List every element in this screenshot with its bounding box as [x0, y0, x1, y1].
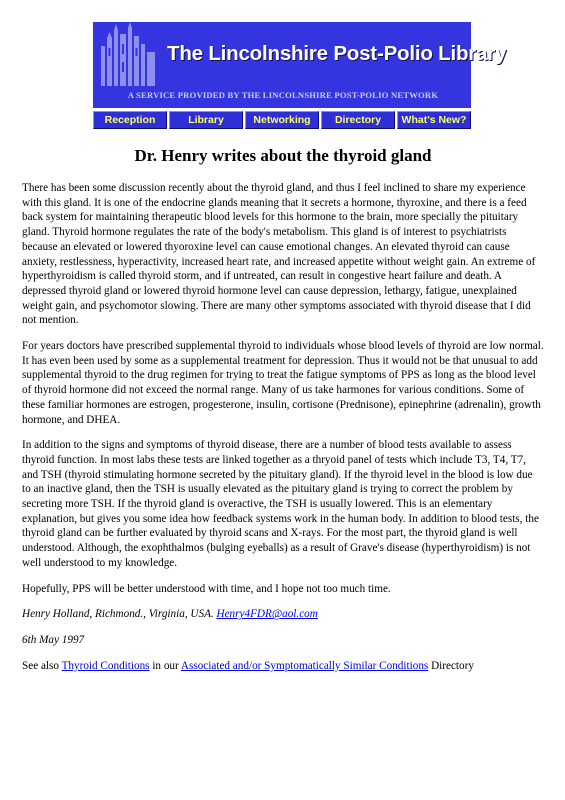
article-paragraph-1: There has been some discussion recently about the thyroid gland, and thus I feel inclined to share my experience with this gland. It is one of the endocrine glands meaning that it secrets a hormone, thyroxine, and there is a feed back system for maintaining therapeutic blood levels for this hormone to the brain, more specially the pituitary gland. Thyroid hormone regulates the rate of the body's metabolism. This gland is of interest to psychiatrists because an elevated or lowered thyoroxine level can cause emotional changes. An elevated thyroid can cause anxiety, restlessness, hyperactivity, increased heart rate, and increased appetite without weight gain. An extreme of hyperthyroidism is called thyroid storm, and if untreated, can result in congestive heart failure and death. A depressed thyroid gland or lowered thyroid hormone level can cause depression, lethargy, fatigue, unexplained weight gain, and psychomotor slowing. There are many other symptoms associated with thyroid disease that I did not mention. [22, 182, 536, 327]
banner-title: The Lincolnshire Post-Polio Library [167, 42, 507, 65]
nav-directory-button[interactable]: Directory [321, 111, 395, 129]
thyroid-conditions-link[interactable]: Thyroid Conditions [61, 659, 150, 672]
nav-whats-new-button[interactable]: What's New? [397, 111, 471, 129]
associated-conditions-link[interactable]: Associated and/or Symptomatically Similar Conditions [180, 659, 429, 672]
see-also-suffix: Directory [428, 659, 474, 672]
cathedral-icon [99, 24, 159, 86]
article [22, 145, 544, 684]
article-paragraph-2: For years doctors have prescribed supplemental thyroid to individuals whose blood levels of thyroid are low normal. It has even been used by some as a supplemental treatment for depression. Thus it would not be that unusual to add supplemental thyroid to the drug regimen for trying to treat the fatigue symptoms of PPS as long as the blood level of thyroid hormone did not exceed the normal range. Many of us take harmones for various conditions. Some of these familiar hormones are estrogen, progesterone, insulin, cortisone (Prednisone), epinephrine (adrenalin), growth hormone, and DHEA. [22, 340, 544, 426]
article-date: 6th May 1997 [22, 633, 85, 646]
signature [22, 607, 544, 622]
article-paragraph-3: In addition to the signs and symptoms of thyroid disease, there are a number of blood tests available to assess thyroid function. In most labs these tests are linked together as a thryoid panel of tests which include T3, T4, T7, and TSH (thyroid stimulating hormone secreted by the pituitary gland). If the thyroid level in the blood is low due to an inactive gland, then the TSH is usually elevated as the pituitary gland is trying to correct the problem by secreting more TSH. If the thyroid gland is overactive, the TSH is usually lowered. This is an elementary explanation, but gives you some idea how feedback systems work in the human body. In addition to blood tests, the thyroid gland can be further evaluated by thyroid scans and X-rays. For the most part, the thyroid gland is well understood. Although, the exophthalmos (bulging eyeballs) as a result of Grave's disease (hyperthyroidism) is not well understood to my knowledge. [22, 439, 539, 569]
page-title: Dr. Henry writes about the thyroid gland [134, 146, 432, 165]
nav-library-button[interactable]: Library [169, 111, 243, 129]
signature-author: Henry Holland, Richmond., Virginia, USA. [22, 608, 217, 621]
site-banner[interactable] [93, 22, 507, 108]
see-also [22, 659, 544, 674]
article-paragraph-4: Hopefully, PPS will be better understood with time, and I hope not too much time. [22, 582, 391, 595]
nav-reception-button[interactable]: Reception [93, 111, 167, 129]
nav-networking-button[interactable]: Networking [245, 111, 319, 129]
see-also-middle: in our [149, 659, 181, 672]
see-also-prefix: See also [22, 659, 62, 672]
banner-subtitle: A SERVICE PROVIDED BY THE LINCOLNSHIRE POST-POLIO NETWORK [127, 90, 439, 100]
nav-bar [93, 111, 471, 129]
email-link[interactable]: Henry4FDR@aol.com [216, 608, 318, 621]
